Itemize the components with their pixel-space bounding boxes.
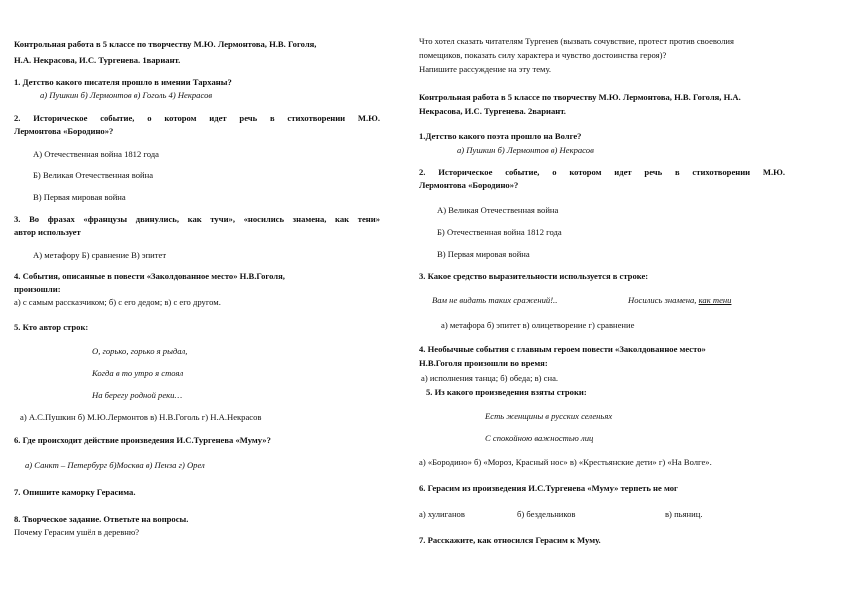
variant-1-title-line1: Контрольная работа в 5 классе по творчеству М.Ю. Лермонтова, Н.В. Гоголя,: [14, 39, 317, 49]
v1-q2-option-b: Б) Великая Отечественная война: [33, 170, 154, 180]
v1-question-8: 8. Творческое задание. Ответьте на вопросы.: [14, 514, 189, 524]
v1-question-7: 7. Опишите каморку Герасима.: [14, 487, 136, 497]
v2-q2-option-b: Б) Отечественная война 1812 года: [437, 227, 562, 237]
v1-question-1-options: а) Пушкин б) Лермонтов в) Гоголь 4) Некрасов: [40, 90, 213, 100]
v2-q2-option-a: А) Великая Отечественная война: [437, 205, 559, 215]
v1-q6-options: а) Санкт – Петербург б)Москва в) Пенза г) Орел: [25, 460, 205, 470]
v2-question-1-options: а) Пушкин б) Лермонтов в) Некрасов: [457, 145, 594, 155]
v2-question-5: 5. Из какого произведения взяты строки:: [426, 387, 587, 397]
v1-q2-option-c: В) Первая мировая война: [33, 192, 126, 202]
v1-question-4-cont: произошли:: [14, 284, 61, 294]
variant-1-title-line2: Н.А. Некрасова, И.С. Тургенева. 1вариант.: [14, 55, 181, 65]
v1-q5-verse-1: О, горько, горько я рыдал,: [92, 346, 188, 356]
v2-q5-verse-2: С спокойною важностью лиц: [485, 433, 594, 443]
v1-question-8-cont: Почему Герасим ушёл в деревню?: [14, 527, 140, 537]
v1-q3-options: А) метафору Б) сравнение В) эпитет: [33, 250, 167, 260]
v1-q4-options: а) с самым рассказчиком; б) с его дедом; в) с его другом.: [14, 297, 221, 307]
v1-question-5: 5. Кто автор строк:: [14, 322, 89, 332]
v1-question-2-cont: Лермонтова «Бородино»?: [14, 126, 114, 136]
v1-q5-verse-2: Когда в то утро я стоял: [92, 368, 184, 378]
v2-q3-underlined-phrase: как тени: [698, 295, 732, 305]
v1-q5-verse-3: На берегу родной реки…: [92, 390, 183, 400]
v2-q5-verse-1: Есть женщины в русских селеньях: [485, 411, 613, 421]
v1-question-3-cont: автор использует: [14, 227, 81, 237]
v1-question-4: 4. События, описанные в повести «Заколдованное место» Н.В.Гоголя,: [14, 271, 285, 281]
v2-q6-option-c: в) пьяниц.: [665, 509, 703, 519]
v2-question-6: 6. Герасим из произведения И.С.Тургенева «Муму» терпеть не мог: [419, 483, 678, 493]
v2-q5-options: а) «Бородино» б) «Мороз, Красный нос» в) «Крестьянские дети» г) «На Волге».: [419, 457, 712, 467]
v2-q3-quote-2: Носились знамена, как тени: [628, 295, 732, 305]
v1-q5-options: а) А.С.Пушкин б) М.Ю.Лермонтов в) Н.В.Гоголь г) Н.А.Некрасов: [20, 412, 262, 422]
v2-q3-quote-1: Вам не видать таких сражений!..: [432, 295, 558, 305]
v2-q6-option-a: а) хулиганов: [419, 509, 465, 519]
v2-q4-options: а) исполнения танца; б) обеда; в) сна.: [421, 373, 559, 383]
v2-question-3: 3. Какое средство выразительности используется в строке:: [419, 271, 649, 281]
v1-task-8-intro-line3: Напишите рассуждение на эту тему.: [419, 64, 552, 74]
variant-2-title-line2: Некрасова, И.С. Тургенева. 2вариант.: [419, 106, 566, 116]
v1-question-1: 1. Детство какого писателя прошло в имении Тарханы?: [14, 77, 232, 87]
v2-question-1: 1.Детство какого поэта прошло на Волге?: [419, 131, 582, 141]
v2-q6-option-b: б) бездельников: [517, 509, 576, 519]
v2-question-4: 4. Необычные события с главным героем повести «Заколдованное место»: [419, 344, 706, 354]
v1-task-8-intro-line1: Что хотел сказать читателям Тургенев (вызвать сочувствие, протест против своеволия: [419, 36, 734, 46]
v1-task-8-intro-line2: помещиков, показать силу характера и чувство достоинства героя)?: [419, 50, 667, 60]
v2-question-4-cont: Н.В.Гоголя произошли во время:: [419, 358, 548, 368]
v2-question-7: 7. Расскажите, как относился Герасим к Муму.: [419, 535, 601, 545]
variant-2-title-line1: Контрольная работа в 5 классе по творчеству М.Ю. Лермонтова, Н.В. Гоголя, Н.А.: [419, 92, 741, 102]
v1-question-3: 3. Во фразах «французы двинулись, как тучи», «носились знамена, как тени»: [14, 214, 380, 224]
v2-question-2-cont: Лермонтова «Бородино»?: [419, 180, 519, 190]
v2-q2-option-c: В) Первая мировая война: [437, 249, 530, 259]
v2-question-2: 2. Историческое событие, о котором идет речь в стихотворении М.Ю.: [419, 167, 785, 177]
v2-q3-options: а) метафора б) эпитет в) олицетворение г) сравнение: [441, 320, 635, 330]
v1-question-2: 2. Историческое событие, о котором идет речь в стихотворении М.Ю.: [14, 113, 380, 123]
v1-question-6: 6. Где происходит действие произведения И.С.Тургенева «Муму»?: [14, 435, 271, 445]
v1-q2-option-a: А) Отечественная война 1812 года: [33, 149, 159, 159]
